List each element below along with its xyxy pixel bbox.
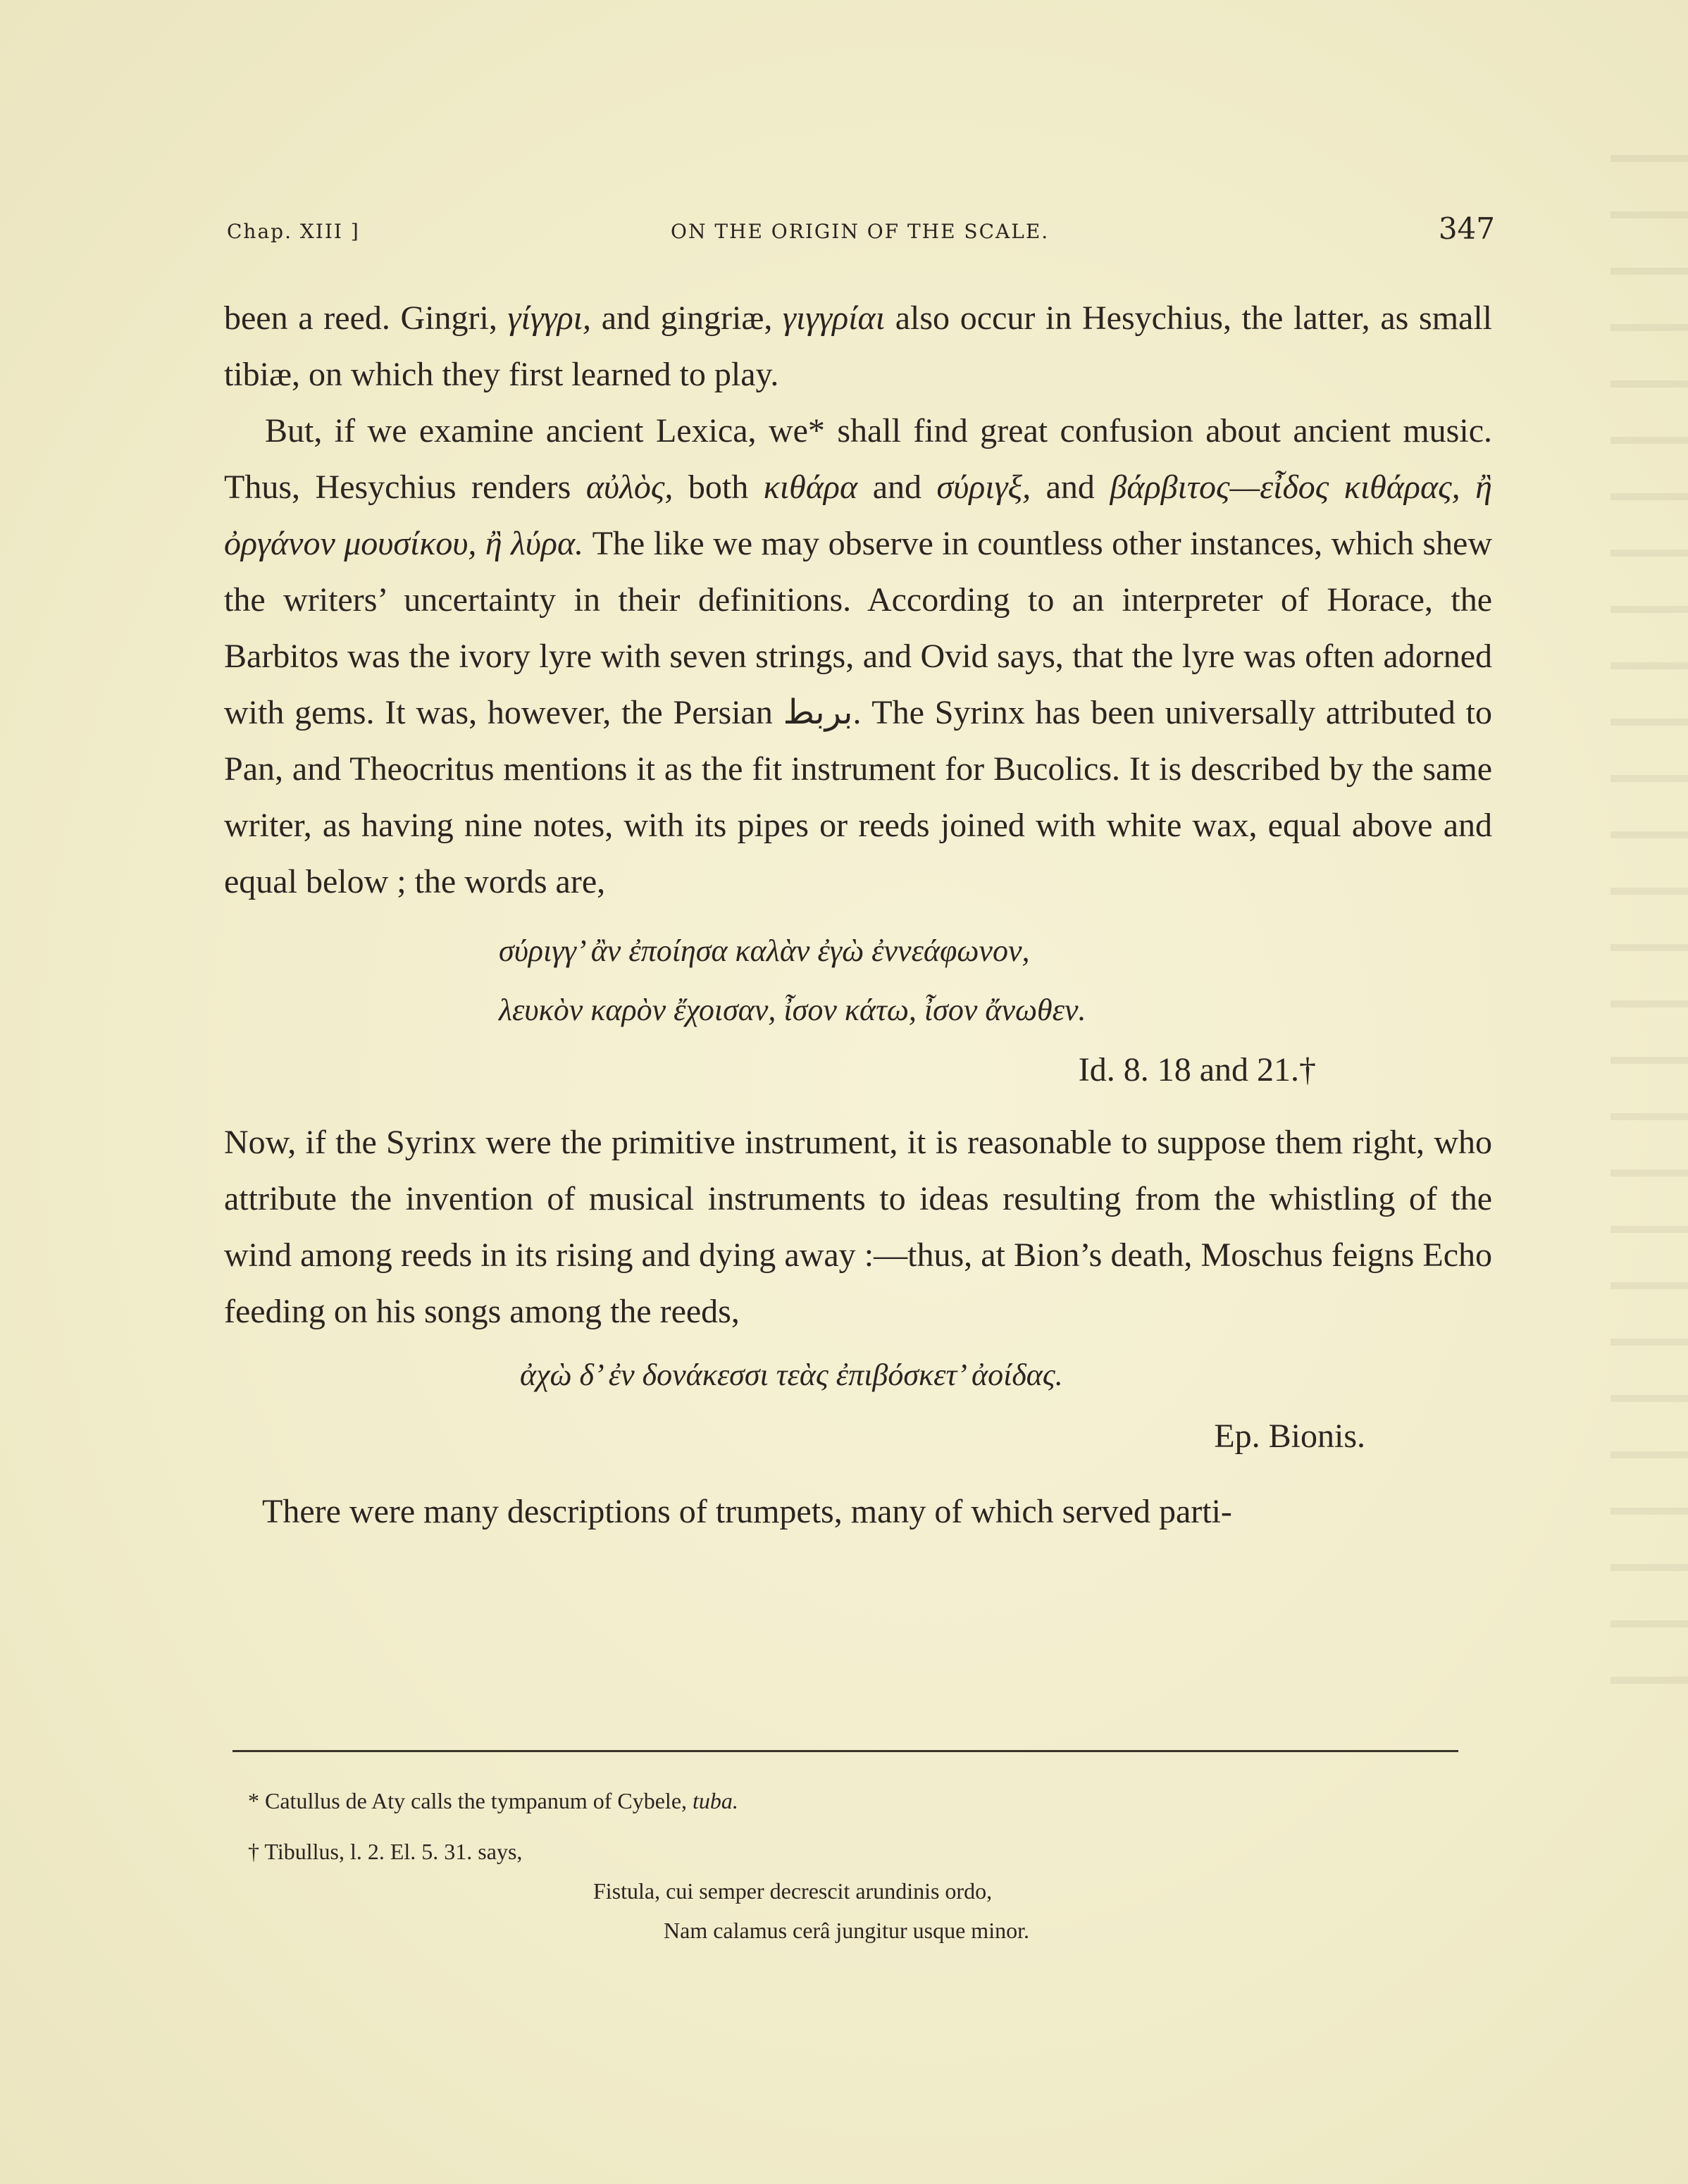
text-run: The like we may observe in countless other instances, which shew the writers’ uncertainty in their definitions. According to an interpreter of Horace, the Barbitos was the ivory lyre with seven strings, and Ovid says, that the lyre was often adorned with gems. It was, however, the Persian	[224, 525, 1493, 731]
paragraph-4: There were many descriptions of trumpets, many of which served parti-	[262, 1493, 1232, 1530]
chapter-label: Chap. XIII ]	[227, 220, 360, 243]
footnote-text: * Catullus de Aty calls the tympanum of Cybele,	[248, 1788, 693, 1813]
greek-word: αὐλὸς,	[585, 469, 674, 506]
text-run: But, if we examine ancient Lexica, we* shall find great confusion about ancient music. Thus, Hesychius renders	[224, 412, 1492, 506]
paragraph-2	[224, 403, 1492, 910]
paragraph-3: Now, if the Syrinx were the primitive instrument, it is reasonable to suppose them right, who attribute the invention of musical instruments to ideas resulting from the whistling of the wind among reeds in its rising and dying away :—thus, at Bion’s death, Moschus feigns Echo feeding on his songs among the reeds,	[224, 1124, 1492, 1330]
greek-word: γίγγρι,	[507, 299, 592, 337]
greek-word: σύριγξ,	[936, 469, 1031, 506]
greek-verse-line-1: σύριγγ’ ἂν ἐποίησα καλὰν ἐγὼ ἐννεάφωνον,	[499, 933, 1030, 968]
text-run: and	[857, 469, 937, 506]
text-run: and gingriæ,	[591, 299, 783, 337]
paragraph-1	[224, 290, 1492, 403]
greek-verse-line-2: λευκὸν καρὸν ἔχοισαν, ἶσον κάτω, ἶσον ἄνωθεν.	[499, 993, 1086, 1027]
citation-theocritus: Id. 8. 18 and 21.†	[1078, 1051, 1316, 1088]
persian-word: بربط	[783, 694, 853, 731]
footnote-emphasis: tuba.	[693, 1788, 738, 1813]
text-run: and	[1031, 469, 1110, 506]
text-run: . The Syrinx has been universally attributed to Pan, and Theocritus mentions it as the fit instrument for Bucolics. It is described by the same writer, as having nine notes, with its pipes or reeds joined with white wax, equal above and equal below ; the words are,	[224, 694, 1492, 900]
greek-word: κιθάρα	[763, 469, 858, 506]
footnote-rule	[232, 1750, 1458, 1752]
footnote-verse-line-1: Fistula, cui semper decrescit arundinis ordo,	[593, 1878, 993, 1904]
greek-verse-line-3: ἀχὼ δ’ ἐν δονάκεσσι τεὰς ἐπιβόσκετ’ ἀοίδας.	[520, 1358, 1063, 1392]
footnotes	[248, 1781, 1446, 1950]
citation-bionis: Ep. Bionis.	[1214, 1417, 1365, 1455]
running-header	[227, 211, 1495, 254]
bleed-through-shadow	[1611, 155, 1688, 1705]
text-run: both	[673, 469, 764, 506]
text-run: been a reed. Gingri,	[224, 299, 508, 337]
running-title: ON THE ORIGIN OF THE SCALE.	[671, 220, 1050, 243]
main-text	[224, 290, 1492, 1540]
footnote-2: † Tibullus, l. 2. El. 5. 31. says,	[248, 1839, 523, 1864]
greek-phrase: βάρβιτος—εἶδος κιθάρας, ἢ ὀργάνον μουσίκου, ἢ λύρα.	[224, 469, 1492, 562]
greek-word: γιγγρίαι	[783, 299, 886, 337]
page-number: 347	[1438, 211, 1495, 246]
footnote-verse-line-2: Nam calamus cerâ jungitur usque minor.	[664, 1918, 1029, 1943]
text-run: also occur in Hesychius, the latter, as small tibiæ, on which they first learned to play.	[224, 299, 1493, 393]
footnote-1	[248, 1781, 1446, 1820]
